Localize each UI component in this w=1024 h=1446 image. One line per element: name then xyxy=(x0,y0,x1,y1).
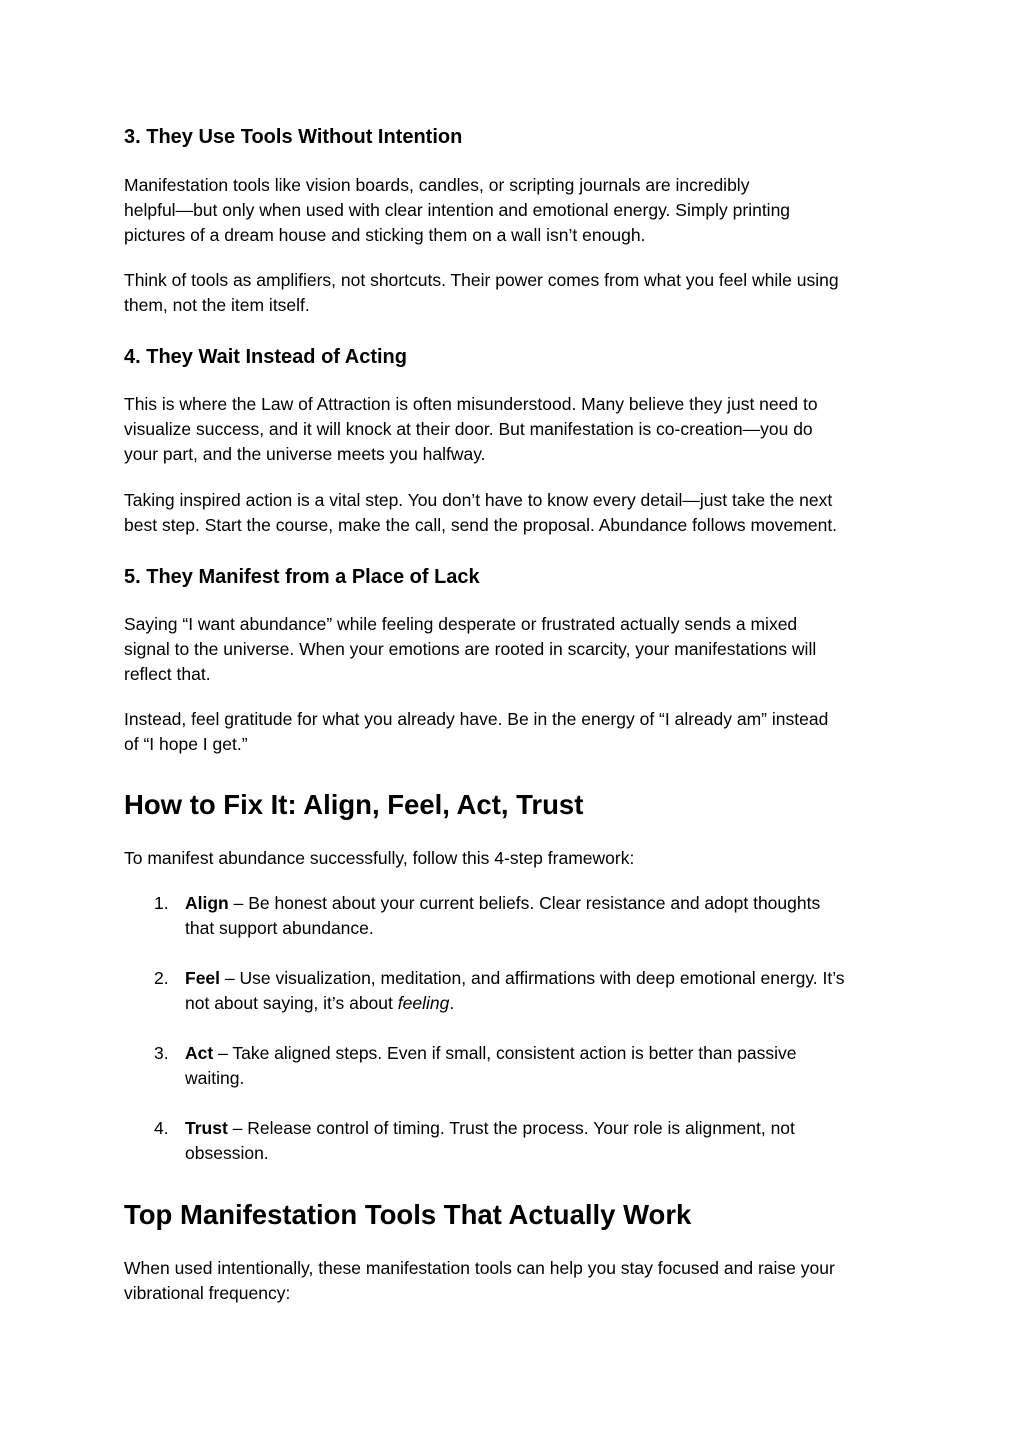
text-line: helpful—but only when used with clear intention and emotional energy. Simply printing xyxy=(124,200,791,220)
tools-heading: Top Manifestation Tools That Actually Work xyxy=(124,1199,692,1230)
text-line: them, not the item itself. xyxy=(124,295,310,315)
list-number: 4. xyxy=(154,1118,169,1138)
text-line: Saying “I want abundance” while feeling desperate or frustrated actually sends a mixed xyxy=(124,614,798,634)
list-number: 1. xyxy=(154,893,169,913)
step-text: – Be honest about your current beliefs. Clear resistance and adopt thoughts xyxy=(228,893,821,913)
step-text: – Release control of timing. Trust the process. Your role is alignment, not xyxy=(227,1118,795,1138)
text-line xyxy=(185,991,965,1016)
text-line: This is where the Law of Attraction is often misunderstood. Many believe they just need to xyxy=(124,394,818,414)
step-text: – Use visualization, meditation, and affirmations with deep emotional energy. It’s xyxy=(220,968,845,988)
list-item xyxy=(124,1116,965,1166)
section-4-paragraph-2 xyxy=(124,488,837,538)
step-term: Feel xyxy=(185,968,221,988)
text-line xyxy=(185,1041,965,1066)
step-text: not about saying, it’s about xyxy=(185,993,398,1013)
section-4-paragraph-1 xyxy=(124,392,818,467)
text-line: Manifestation tools like vision boards, candles, or scripting journals are incredibly xyxy=(124,175,750,195)
tools-paragraph xyxy=(124,1256,835,1306)
step-text: . xyxy=(449,993,455,1013)
text-line: your part, and the universe meets you halfway. xyxy=(124,444,486,464)
section-3-paragraph-1 xyxy=(124,173,790,248)
text-line: When used intentionally, these manifestation tools can help you stay focused and raise your xyxy=(124,1258,835,1278)
emphasis-text: feeling xyxy=(397,993,450,1013)
text-line: waiting. xyxy=(185,1068,245,1088)
text-line: vibrational frequency: xyxy=(124,1283,291,1303)
step-term: Act xyxy=(185,1043,214,1063)
text-line: signal to the universe. When your emotions are rooted in scarcity, your manifestations will xyxy=(124,639,817,659)
text-line: that support abundance. xyxy=(185,918,374,938)
step-term: Trust xyxy=(185,1118,228,1138)
list-number: 3. xyxy=(154,1043,169,1063)
list-number: 2. xyxy=(154,968,169,988)
text-line xyxy=(185,1116,965,1141)
text-line: Instead, feel gratitude for what you already have. Be in the energy of “I already am” instead xyxy=(124,709,829,729)
step-text: – Take aligned steps. Even if small, consistent action is better than passive xyxy=(213,1043,797,1063)
text-line: Taking inspired action is a vital step. You don’t have to know every detail—just take the next xyxy=(124,490,833,510)
fix-heading: How to Fix It: Align, Feel, Act, Trust xyxy=(124,789,584,820)
text-line: pictures of a dream house and sticking them on a wall isn’t enough. xyxy=(124,225,646,245)
text-line: of “I hope I get.” xyxy=(124,734,248,754)
section-5-paragraph-1 xyxy=(124,612,816,687)
text-line: obsession. xyxy=(185,1143,269,1163)
section-3-paragraph-2 xyxy=(124,268,839,318)
step-term: Align xyxy=(185,893,229,913)
list-item xyxy=(124,891,965,941)
section-5-heading: 5. They Manifest from a Place of Lack xyxy=(124,566,480,588)
text-line: visualize success, and it will knock at their door. But manifestation is co-creation—you do xyxy=(124,419,813,439)
section-3-heading: 3. They Use Tools Without Intention xyxy=(124,126,463,148)
text-line xyxy=(185,891,965,916)
text-line: reflect that. xyxy=(124,664,211,684)
list-item xyxy=(124,1041,965,1091)
text-line: best step. Start the course, make the call, send the proposal. Abundance follows movement. xyxy=(124,515,838,535)
text-line: Think of tools as amplifiers, not shortcuts. Their power comes from what you feel while using xyxy=(124,270,839,290)
section-5-paragraph-2 xyxy=(124,707,828,757)
list-item xyxy=(124,966,965,1016)
section-4-heading: 4. They Wait Instead of Acting xyxy=(124,346,407,368)
text-line xyxy=(185,966,965,991)
fix-intro: To manifest abundance successfully, follow this 4-step framework: xyxy=(124,848,635,868)
